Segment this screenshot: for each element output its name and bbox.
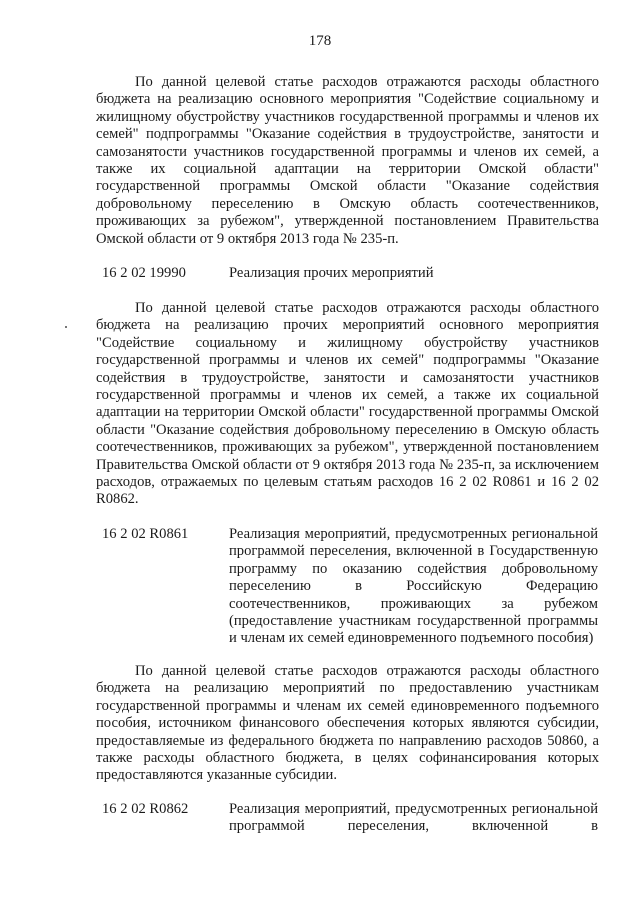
budget-item-code: 16 2 02 19990 (102, 265, 186, 281)
budget-item-title: Реализация мероприятий, предусмотренных региональной программой переселения, включенной в (229, 801, 598, 835)
budget-item-title: Реализация прочих мероприятий (229, 265, 434, 281)
budget-item-code: 16 2 02 R0862 (102, 801, 189, 817)
page-number: 178 (308, 33, 332, 49)
paragraph-3: По данной целевой статье расходов отражаются расходы областного бюджета на реализацию мероприятий по предоставлению участникам государственной программы и членам их семей единовременного подъемного пособия, источником финансового обеспечения которых являются субсидии, предоставляемые из федерального бюджета по направлению расходов 50860, а также расходы областного бюджета, в целях софинансирования которых предоставляются указанные субсидии. (96, 663, 599, 784)
budget-item-title: Реализация мероприятий, предусмотренных региональной программой переселения, включенной в Государственную программу по оказанию содействия добровольному переселению в Российскую Федерацию соотечественников, проживающих за рубежом (предоставление участникам государственной программы и членам их семей единовременного подъемного пособия) (229, 526, 598, 647)
margin-mark (65, 326, 67, 328)
paragraph-2: По данной целевой статье расходов отражаются расходы областного бюджета на реализацию прочих мероприятий основного мероприятия "Содействие социальному и жилищному обустройству участников государственной программы и членов их семей" подпрограммы "Оказание содействия в трудоустройстве, занятости и самозанятости участников государственной программы и членов их семей, а также их социальной адаптации на территории Омской области" государственной программы Омской области "Оказание содействия добровольному переселению в Омскую область соотечественников, проживающих за рубежом", утвержденной постановлением Правительства Омской области от 9 октября 2013 года № 235-п, за исключением расходов, отражаемых по целевым статьям расходов 16 2 02 R0861 и 16 2 02 R0862. (96, 300, 599, 508)
budget-item-code: 16 2 02 R0861 (102, 526, 189, 542)
paragraph-1: По данной целевой статье расходов отражаются расходы областного бюджета на реализацию основного мероприятия "Содействие социальному и жилищному обустройству участников государственной программы и членов их семей" подпрограммы "Оказание содействия в трудоустройстве, занятости и самозанятости участников государственной программы и членов их семей, а также их социальной адаптации на территории Омской области" государственной программы Омской области "Оказание содействия добровольному переселению в Омскую область соотечественников, проживающих за рубежом", утвержденной постановлением Правительства Омской области от 9 октября 2013 года № 235-п. (96, 74, 599, 247)
